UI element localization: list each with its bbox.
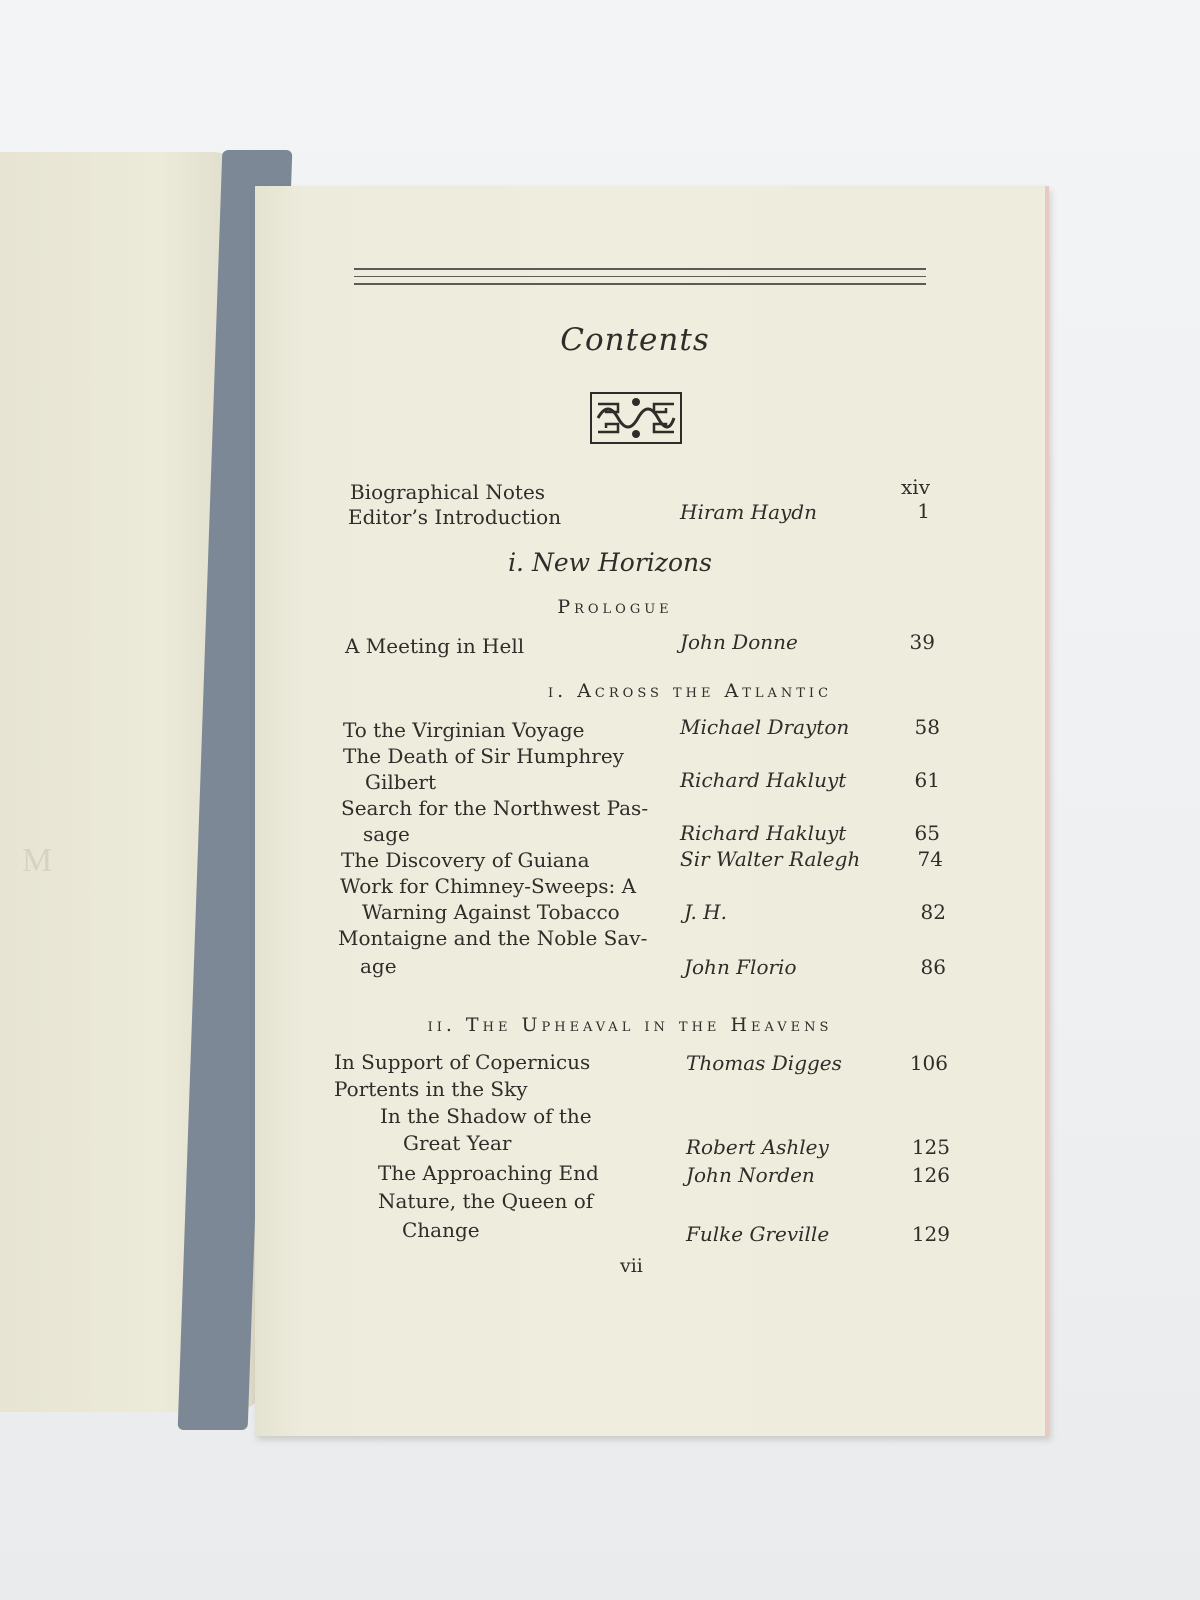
- section-one-heading: i. Across the Atlantic: [547, 680, 833, 702]
- entry-humphrey-gilbert-title-line2: Gilbert: [365, 770, 437, 794]
- entry-northwest-passage-author: Richard Hakluyt: [680, 821, 847, 845]
- entry-approaching-end-author: John Norden: [686, 1163, 815, 1187]
- entry-guiana-title: The Discovery of Guiana: [341, 848, 590, 872]
- fleuron-ornament-icon: [590, 392, 682, 444]
- entry-humphrey-gilbert-page: 61: [914, 768, 940, 792]
- entry-great-year-page: 125: [911, 1135, 950, 1159]
- header-rule-bottom: [354, 283, 926, 285]
- entry-approaching-end-page: 126: [911, 1163, 950, 1187]
- entry-humphrey-gilbert-title-line1: The Death of Sir Humphrey: [343, 744, 624, 768]
- part-heading: i. New Horizons: [508, 548, 712, 577]
- entry-introduction-author: Hiram Haydn: [680, 500, 817, 524]
- entry-introduction-page: 1: [917, 499, 930, 523]
- entry-biographical-notes-page: xiv: [901, 475, 930, 499]
- entry-noble-savage-page: 86: [920, 955, 946, 979]
- entry-guiana-page: 74: [917, 847, 943, 871]
- entry-chimney-sweeps-author: J. H.: [684, 900, 727, 924]
- entry-northwest-passage-page: 65: [914, 821, 940, 845]
- entry-noble-savage-title-line2: age: [360, 954, 397, 978]
- entry-chimney-sweeps-page: 82: [920, 900, 946, 924]
- prologue-heading: Prologue: [557, 596, 673, 618]
- entry-introduction-title: Editor’s Introduction: [348, 505, 562, 529]
- entry-great-year-author: Robert Ashley: [686, 1135, 829, 1159]
- entry-great-year-title-line1: In the Shadow of the: [380, 1104, 592, 1128]
- entry-northwest-passage-title-line2: sage: [363, 822, 410, 846]
- entry-virginian-voyage-author: Michael Drayton: [680, 715, 850, 739]
- entry-portents-title: Portents in the Sky: [334, 1077, 528, 1101]
- entry-queen-of-change-author: Fulke Greville: [686, 1222, 830, 1246]
- entry-noble-savage-author: John Florio: [684, 955, 797, 979]
- entry-virginian-voyage-page: 58: [914, 715, 940, 739]
- entry-approaching-end-title: The Approaching End: [378, 1161, 599, 1185]
- entry-virginian-voyage-title: To the Virginian Voyage: [343, 718, 585, 742]
- entry-noble-savage-title-line1: Montaigne and the Noble Sav-: [338, 926, 648, 950]
- entry-meeting-in-hell-page: 39: [909, 630, 935, 654]
- page-title: Contents: [560, 322, 710, 358]
- entry-biographical-notes-title: Biographical Notes: [350, 480, 546, 504]
- entry-copernicus-author: Thomas Digges: [686, 1051, 842, 1075]
- entry-humphrey-gilbert-author: Richard Hakluyt: [680, 768, 847, 792]
- entry-meeting-in-hell-author: John Donne: [680, 630, 798, 654]
- entry-great-year-title-line2: Great Year: [403, 1131, 512, 1155]
- header-rule-top: [354, 268, 926, 270]
- entry-northwest-passage-title-line1: Search for the Northwest Pas-: [341, 796, 649, 820]
- entry-queen-of-change-title-line1: Nature, the Queen of: [378, 1189, 594, 1213]
- section-two-heading: ii. The Upheaval in the Heavens: [427, 1014, 833, 1036]
- entry-queen-of-change-page: 129: [911, 1222, 950, 1246]
- entry-meeting-in-hell-title: A Meeting in Hell: [345, 634, 525, 658]
- page-folio: vii: [620, 1255, 643, 1277]
- entry-copernicus-title: In Support of Copernicus: [334, 1050, 591, 1074]
- entry-queen-of-change-title-line2: Change: [402, 1218, 480, 1242]
- entry-guiana-author: Sir Walter Ralegh: [680, 847, 861, 871]
- left-page-bleed-mark: M: [22, 842, 53, 879]
- header-rule-middle: [354, 276, 926, 277]
- entry-chimney-sweeps-title-line2: Warning Against Tobacco: [362, 900, 620, 924]
- entry-copernicus-page: 106: [909, 1051, 948, 1075]
- entry-chimney-sweeps-title-line1: Work for Chimney-Sweeps: A: [340, 874, 637, 898]
